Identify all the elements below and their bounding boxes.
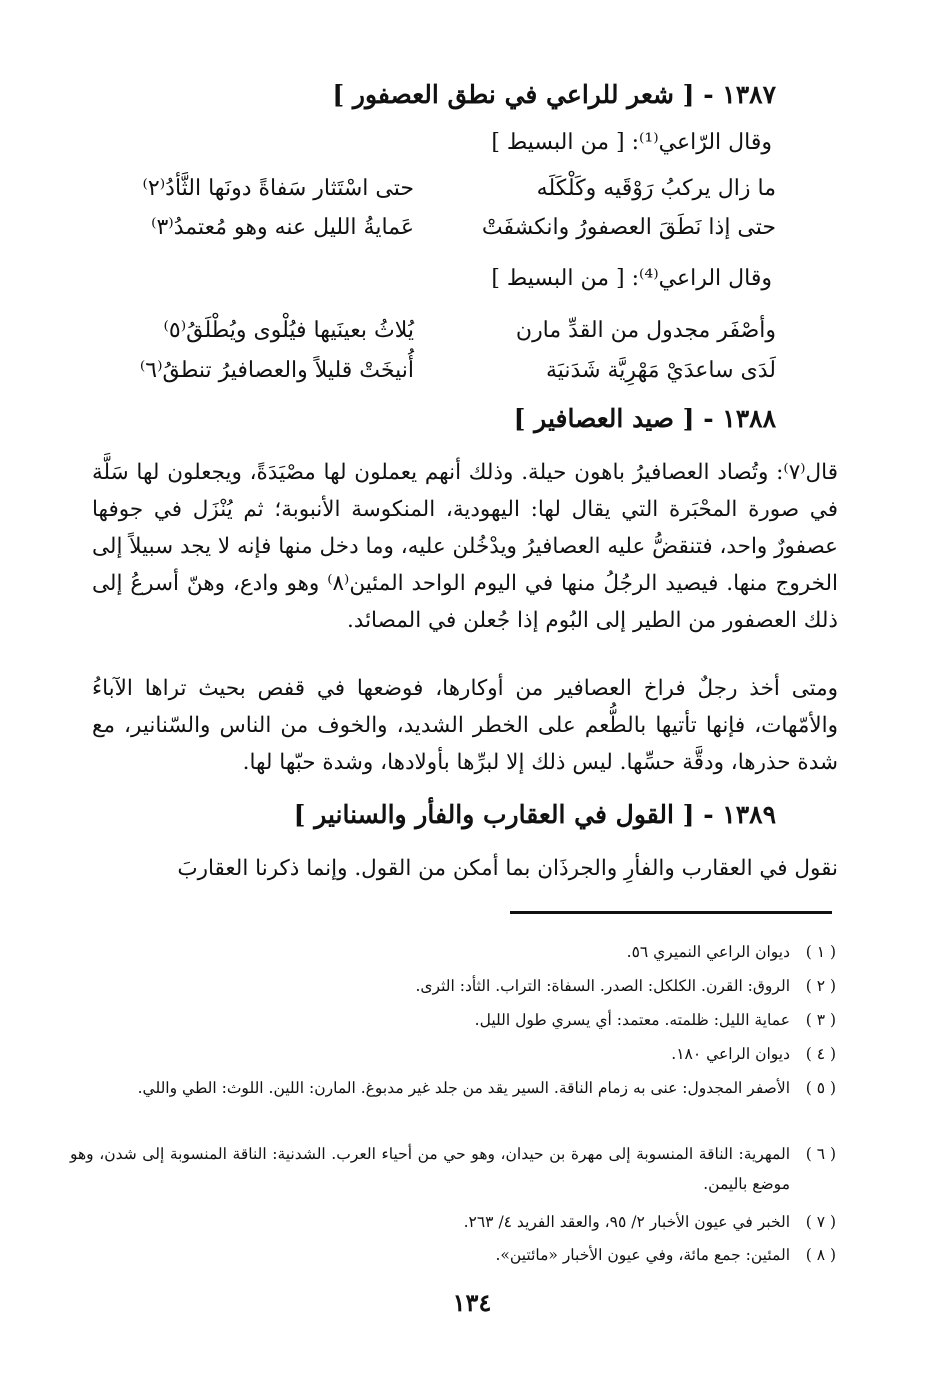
verse-3-first-hemistich: وأصْفَر مجدول من القدِّ مارن bbox=[515, 318, 776, 343]
footnote bbox=[70, 971, 836, 1001]
poem-intro-2: وقال الراعي⁽⁴⁾: [ من البسيط ] bbox=[491, 266, 772, 291]
footnote-number: ( ١ ) bbox=[805, 943, 836, 961]
footnote-number: ( ٨ ) bbox=[805, 1246, 836, 1264]
footnote bbox=[70, 1005, 836, 1035]
footnote bbox=[70, 937, 836, 967]
footnote-text: الخبر في عيون الأخبار ٢/ ٩٥، والعقد الفريد ٤/ ٢٦٣. bbox=[463, 1213, 790, 1231]
footnote bbox=[70, 1073, 836, 1103]
verse-1-first-hemistich: ما زال يركبُ رَوْقَيه وكَلْكَلَه bbox=[536, 176, 776, 201]
section-heading-1389: ١٣٨٩ - [ القول في العقارب والفأر والسنانير ] bbox=[293, 800, 776, 829]
footnote-text: المهرية: الناقة المنسوبة إلى مهرة بن حيدان، وهو حي من أحياء العرب. الشدنية: الناقة المنسوبة إلى شدن، وهو موضع باليمن. bbox=[70, 1145, 790, 1193]
footnote-text: المئين: جمع مائة، وفي عيون الأخبار «مائتين». bbox=[495, 1246, 790, 1264]
footnote bbox=[70, 1240, 836, 1270]
section-heading-1387: ١٣٨٧ - [ شعر للراعي في نطق العصفور ] bbox=[332, 80, 776, 109]
poem-intro-1: وقال الرّاعي⁽¹⁾: [ من البسيط ] bbox=[491, 130, 772, 155]
page-number: ١٣٤ bbox=[452, 1288, 492, 1317]
footnote bbox=[70, 1039, 836, 1069]
footnote-separator bbox=[510, 911, 832, 914]
footnote-text: ديوان الراعي ١٨٠. bbox=[671, 1045, 790, 1063]
section-heading-1388: ١٣٨٨ - [ صيد العصافير ] bbox=[513, 404, 776, 433]
footnote-text: الأصفر المجدول: عنى به زمام الناقة. السير يقد من جلد غير مدبوغ. المارن: اللين. اللوث: الطي واللي. bbox=[137, 1079, 790, 1097]
paragraph-feeding-chicks: ومتى أخذ رجلٌ فراخ العصافير من أوكارها، فوضعها في قفص بحيث تراها الآباءُ والأمّهات، فإنها تأتيها بالطُّعم على الخطر الشديد، والخوف من الناس والسّنانير، مع شدة حذرها، ودقَّة حسِّها. ليس ذلك إلا لبرِّها بأولادها، وشدة حبّها لها. bbox=[92, 676, 838, 775]
verse-1-second-hemistich: حتى اسْتَثار سَفاةً دونَها الثَّأدُ⁽٢⁾ bbox=[142, 176, 414, 201]
footnote-number: ( ٣ ) bbox=[805, 1011, 836, 1029]
verse-4-second-hemistich: أُنيخَتْ قليلاً والعصافيرُ تنطقُ⁽٦⁾ bbox=[139, 358, 414, 383]
footnote-text: الروق: القرن. الكلكل: الصدر. السفاة: التراب. الثأد: الثرى. bbox=[415, 977, 790, 995]
footnote bbox=[70, 1139, 836, 1199]
verse-2-second-hemistich: عَمايةُ الليل عنه وهو مُعتمدُ⁽٣⁾ bbox=[151, 215, 414, 240]
footnote-number: ( ٦ ) bbox=[805, 1145, 836, 1163]
verse-3-second-hemistich: يُلاثُ بعينَيها فيُلْوى ويُطْلَقُ⁽٥⁾ bbox=[163, 318, 414, 343]
footnote bbox=[70, 1207, 836, 1237]
footnote-number: ( ٢ ) bbox=[805, 977, 836, 995]
paragraph-scorpions: نقول في العقارب والفأرِ والجرذَان بما أمكن من القول. وإنما ذكرنا العقاربَ bbox=[177, 856, 838, 881]
footnote-text: عماية الليل: ظلمته. معتمد: أي يسري طول الليل. bbox=[474, 1011, 790, 1029]
verse-4-first-hemistich: لَدَى ساعدَيْ مَهْرِيَّة شَدَنيَة bbox=[545, 358, 776, 383]
footnote-number: ( ٤ ) bbox=[805, 1045, 836, 1063]
footnote-number: ( ٥ ) bbox=[805, 1079, 836, 1097]
paragraph-bird-trapping: قال⁽٧⁾: وتُصاد العصافيرُ باهون حيلة. وذلك أنهم يعملون لها مصْيَدَةً، ويجعلون لها سَلَّة في صورة المحْبَرة التي يقال لها: اليهودية، المنكوسة الأنبوبة؛ ثم يُنْزَل في جوفها عصفورٌ واحد، فتنقضُّ عليه العصافيرُ ويدْخُلن عليه، وما دخل منها فإنه لا يجد سبيلاً إلى الخروج منها. فيصيد الرجُلُ منها في اليوم الواحد المئين⁽٨⁾ وهو وادع، وهنّ أسرعُ إلى ذلك العصفور من الطير إلى البُوم إذا جُعلن في المصائد. bbox=[92, 460, 838, 633]
footnote-number: ( ٧ ) bbox=[805, 1213, 836, 1231]
footnote-text: ديوان الراعي النميري ٥٦. bbox=[626, 943, 790, 961]
verse-2-first-hemistich: حتى إذا نَطَقَ العصفورُ وانكشفَتْ bbox=[481, 215, 776, 240]
